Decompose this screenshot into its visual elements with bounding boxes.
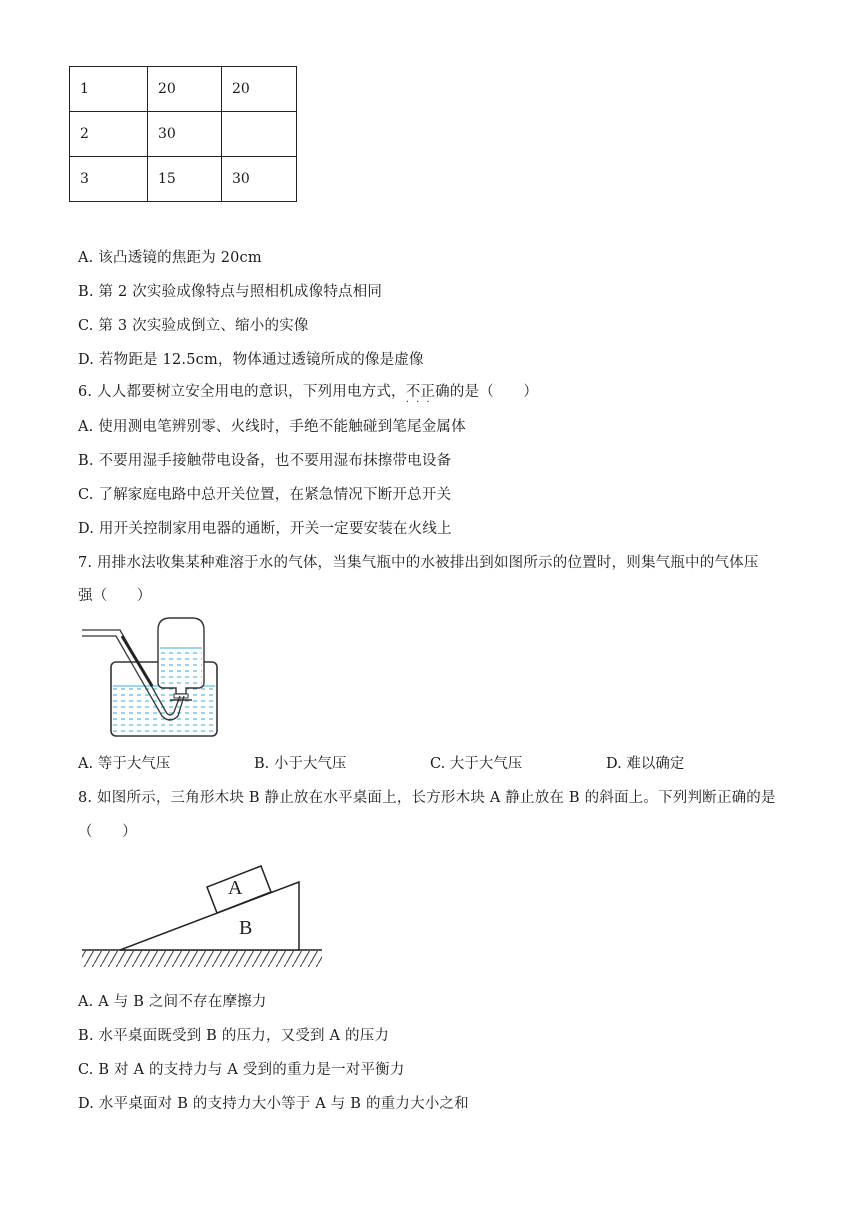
q7-option-d: D. 难以确定 [606, 756, 685, 772]
table-cell [222, 112, 297, 157]
table-cell: 20 [148, 67, 222, 112]
q6-option-c: C. 了解家庭电路中总开关位置，在紧急情况下断开总开关 [78, 487, 452, 503]
q5-option-d: D. 若物距是 12.5cm，物体通过透镜所成的像是虚像 [78, 352, 424, 368]
table-row [70, 67, 297, 112]
q7-option-b: B. 小于大气压 [254, 756, 347, 772]
table-cell: 30 [222, 157, 297, 202]
q5-option-c: C. 第 3 次实验成倒立、缩小的实像 [78, 318, 309, 334]
q7-stem-line2: 强（ ） [78, 588, 152, 604]
q5-option-a: A. 该凸透镜的焦距为 20cm [78, 250, 262, 266]
q5-option-b: B. 第 2 次实验成像特点与照相机成像特点相同 [78, 284, 383, 300]
table-row [70, 112, 297, 157]
q8-stem-line1: 8. 如图所示，三角形木块 B 静止放在水平桌面上，长方形木块 A 静止放在 B 的斜面上。下列判断正确的是 [78, 790, 776, 806]
q8-stem-line2: （ ） [78, 824, 137, 840]
q6-stem-emphasis: 不正确 · · · [406, 384, 450, 400]
q7-stem-line1: 7. 用排水法收集某种难溶于水的气体，当集气瓶中的水被排出到如图所示的位置时，则集气瓶中的气体压 [78, 555, 759, 571]
gas-collection-diagram [80, 614, 230, 740]
incline-blocks-diagram [78, 852, 328, 974]
data-table [69, 66, 297, 202]
q8-option-b: B. 水平桌面既受到 B 的压力，又受到 A 的压力 [78, 1028, 390, 1044]
q8-option-d: D. 水平桌面对 B 的支持力大小等于 A 与 B 的重力大小之和 [78, 1096, 469, 1112]
q8-option-a: A. A 与 B 之间不存在摩擦力 [78, 994, 267, 1010]
q8-option-c: C. B 对 A 的支持力与 A 受到的重力是一对平衡力 [78, 1062, 405, 1078]
block-a-label: A [228, 877, 243, 899]
q6-stem-post: 的是（ ） [449, 384, 539, 400]
table-cell: 2 [70, 112, 148, 157]
q6-stem-pre: 6. 人人都要树立安全用电的意识，下列用电方式， [78, 384, 406, 400]
table-row [70, 157, 297, 202]
table-cell: 1 [70, 67, 148, 112]
table-cell: 15 [148, 157, 222, 202]
q7-option-a: A. 等于大气压 [78, 756, 171, 772]
table-cell: 3 [70, 157, 148, 202]
table-cell: 20 [222, 67, 297, 112]
q7-option-c: C. 大于大气压 [430, 756, 523, 772]
block-b-label: B [239, 917, 253, 939]
table-cell: 30 [148, 112, 222, 157]
q6-option-b: B. 不要用湿手接触带电设备，也不要用湿布抹擦带电设备 [78, 453, 452, 469]
q6-option-a: A. 使用测电笔辨别零、火线时，手绝不能触碰到笔尾金属体 [78, 419, 466, 435]
q6-stem [78, 380, 538, 401]
q6-option-d: D. 用开关控制家用电器的通断，开关一定要安装在火线上 [78, 521, 452, 537]
